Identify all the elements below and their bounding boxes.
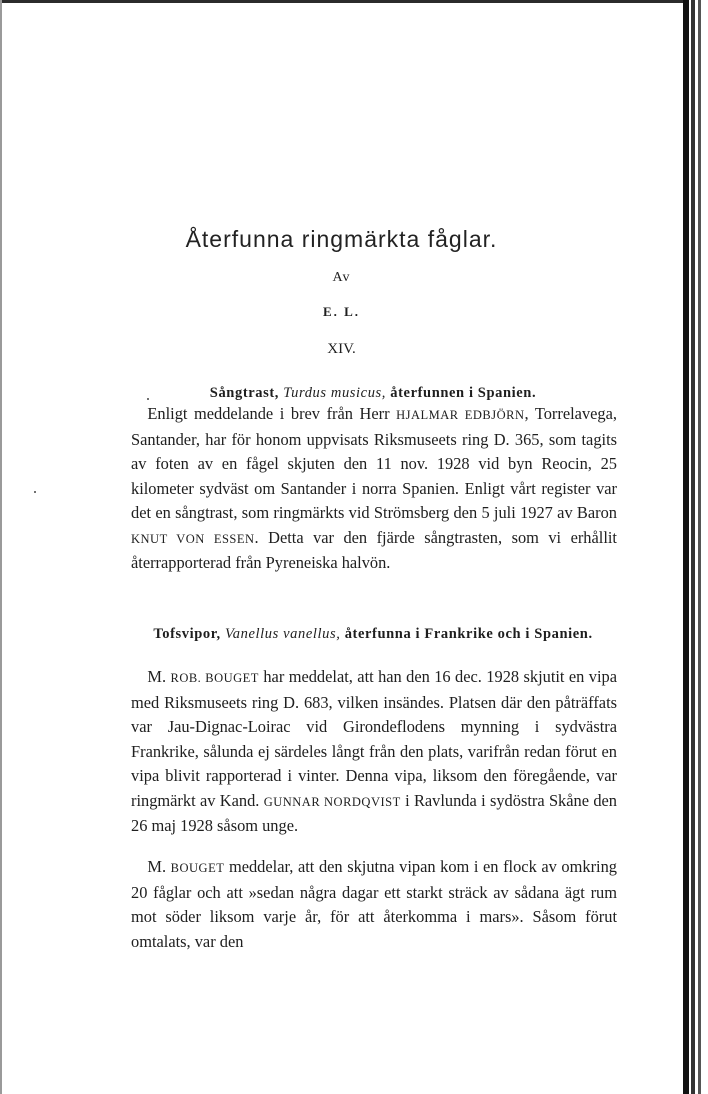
paragraph-text: Enligt meddelande i brev från Herr	[147, 404, 397, 423]
speck	[34, 491, 36, 493]
paragraph-text: M.	[147, 667, 171, 686]
person-name: BOUGET	[170, 861, 225, 875]
heading-bold: återfunnen i Spanien.	[390, 385, 537, 401]
paragraph-text: , Torrelavega, Santander, har för honom uppvisats Riksmuseets ring D. 365, som tagits av foten av en fågel skjuten den 11 nov. 1928 vid byn Reocin, 25 kilometer sydväst om Santander i norra Spanien. Enligt vårt register var det en sångtrast, som ringmärkts vid Strömsberg den 5 juli 1927 av Baron	[131, 404, 617, 522]
byline-av: Av	[332, 270, 351, 285]
person-name: HJALMAR EDBJÖRN	[396, 408, 525, 422]
author-initials: E. L.	[322, 304, 361, 319]
paragraph-tofsvipor-1	[131, 665, 617, 839]
paragraph-text: . Detta var den fjärde sångtrasten, som vi erhållit återrapporterad från Pyreneiska halvön.	[131, 527, 617, 572]
heading-latin-name: Turdus musicus,	[283, 385, 387, 401]
heading-bold: Sångtrast,	[209, 385, 280, 401]
person-name: ROB. BOUGET	[170, 671, 259, 685]
paragraph-sangtrast	[131, 402, 617, 576]
heading-bold: återfunna i Frankrike och i Spanien.	[344, 626, 593, 642]
paragraph-text: har meddelat, att han den 16 dec. 1928 skjutit en vipa med Riksmuseets ring D. 683, vilken insändes. Platsen där den påträffats var Jau-Dignac-Loirac vid Girondeflodens mynning i sydvästra Frankrike, sålunda ej särdeles långt från den plats, varifrån redan förut en vipa blivit rapporterad i vinter. Denna vipa, liksom den föregående, var ringmärkt av Kand.	[131, 667, 617, 810]
person-name: GUNNAR NORDQVIST	[263, 794, 401, 809]
article-title: Återfunna ringmärkta fåglar.	[185, 226, 498, 252]
scan-bar	[691, 0, 695, 1094]
paragraph-tofsvipor-2	[131, 855, 617, 954]
paragraph-text: meddelar, att den skjutna vipan kom i en flock av omkring 20 fåglar och att »sedan några dagar ett starkt sträck av sådana ägt rum mot söder liksom varje år, för att återkomma i mars». Såsom förut omtalats, var den	[131, 857, 617, 951]
paragraph-text: i Ravlunda i sydöstra Skåne den 26 maj 1928 såsom unge.	[131, 790, 617, 835]
scan-bar	[683, 0, 689, 1094]
scan-edge-right	[683, 0, 708, 1094]
scan-edge-top	[0, 0, 708, 3]
section-heading-tofsvipor	[128, 624, 618, 644]
part-numeral: XIV.	[327, 341, 356, 357]
scan-edge-left	[0, 0, 2, 1094]
paragraph-text: M.	[147, 857, 171, 876]
heading-latin-name: Vanellus vanellus,	[224, 626, 341, 642]
scan-bar	[698, 0, 701, 1094]
heading-bold: Tofsvipor,	[153, 626, 221, 642]
person-name: KNUT VON ESSEN	[131, 531, 255, 546]
section-heading-sangtrast	[128, 383, 618, 403]
